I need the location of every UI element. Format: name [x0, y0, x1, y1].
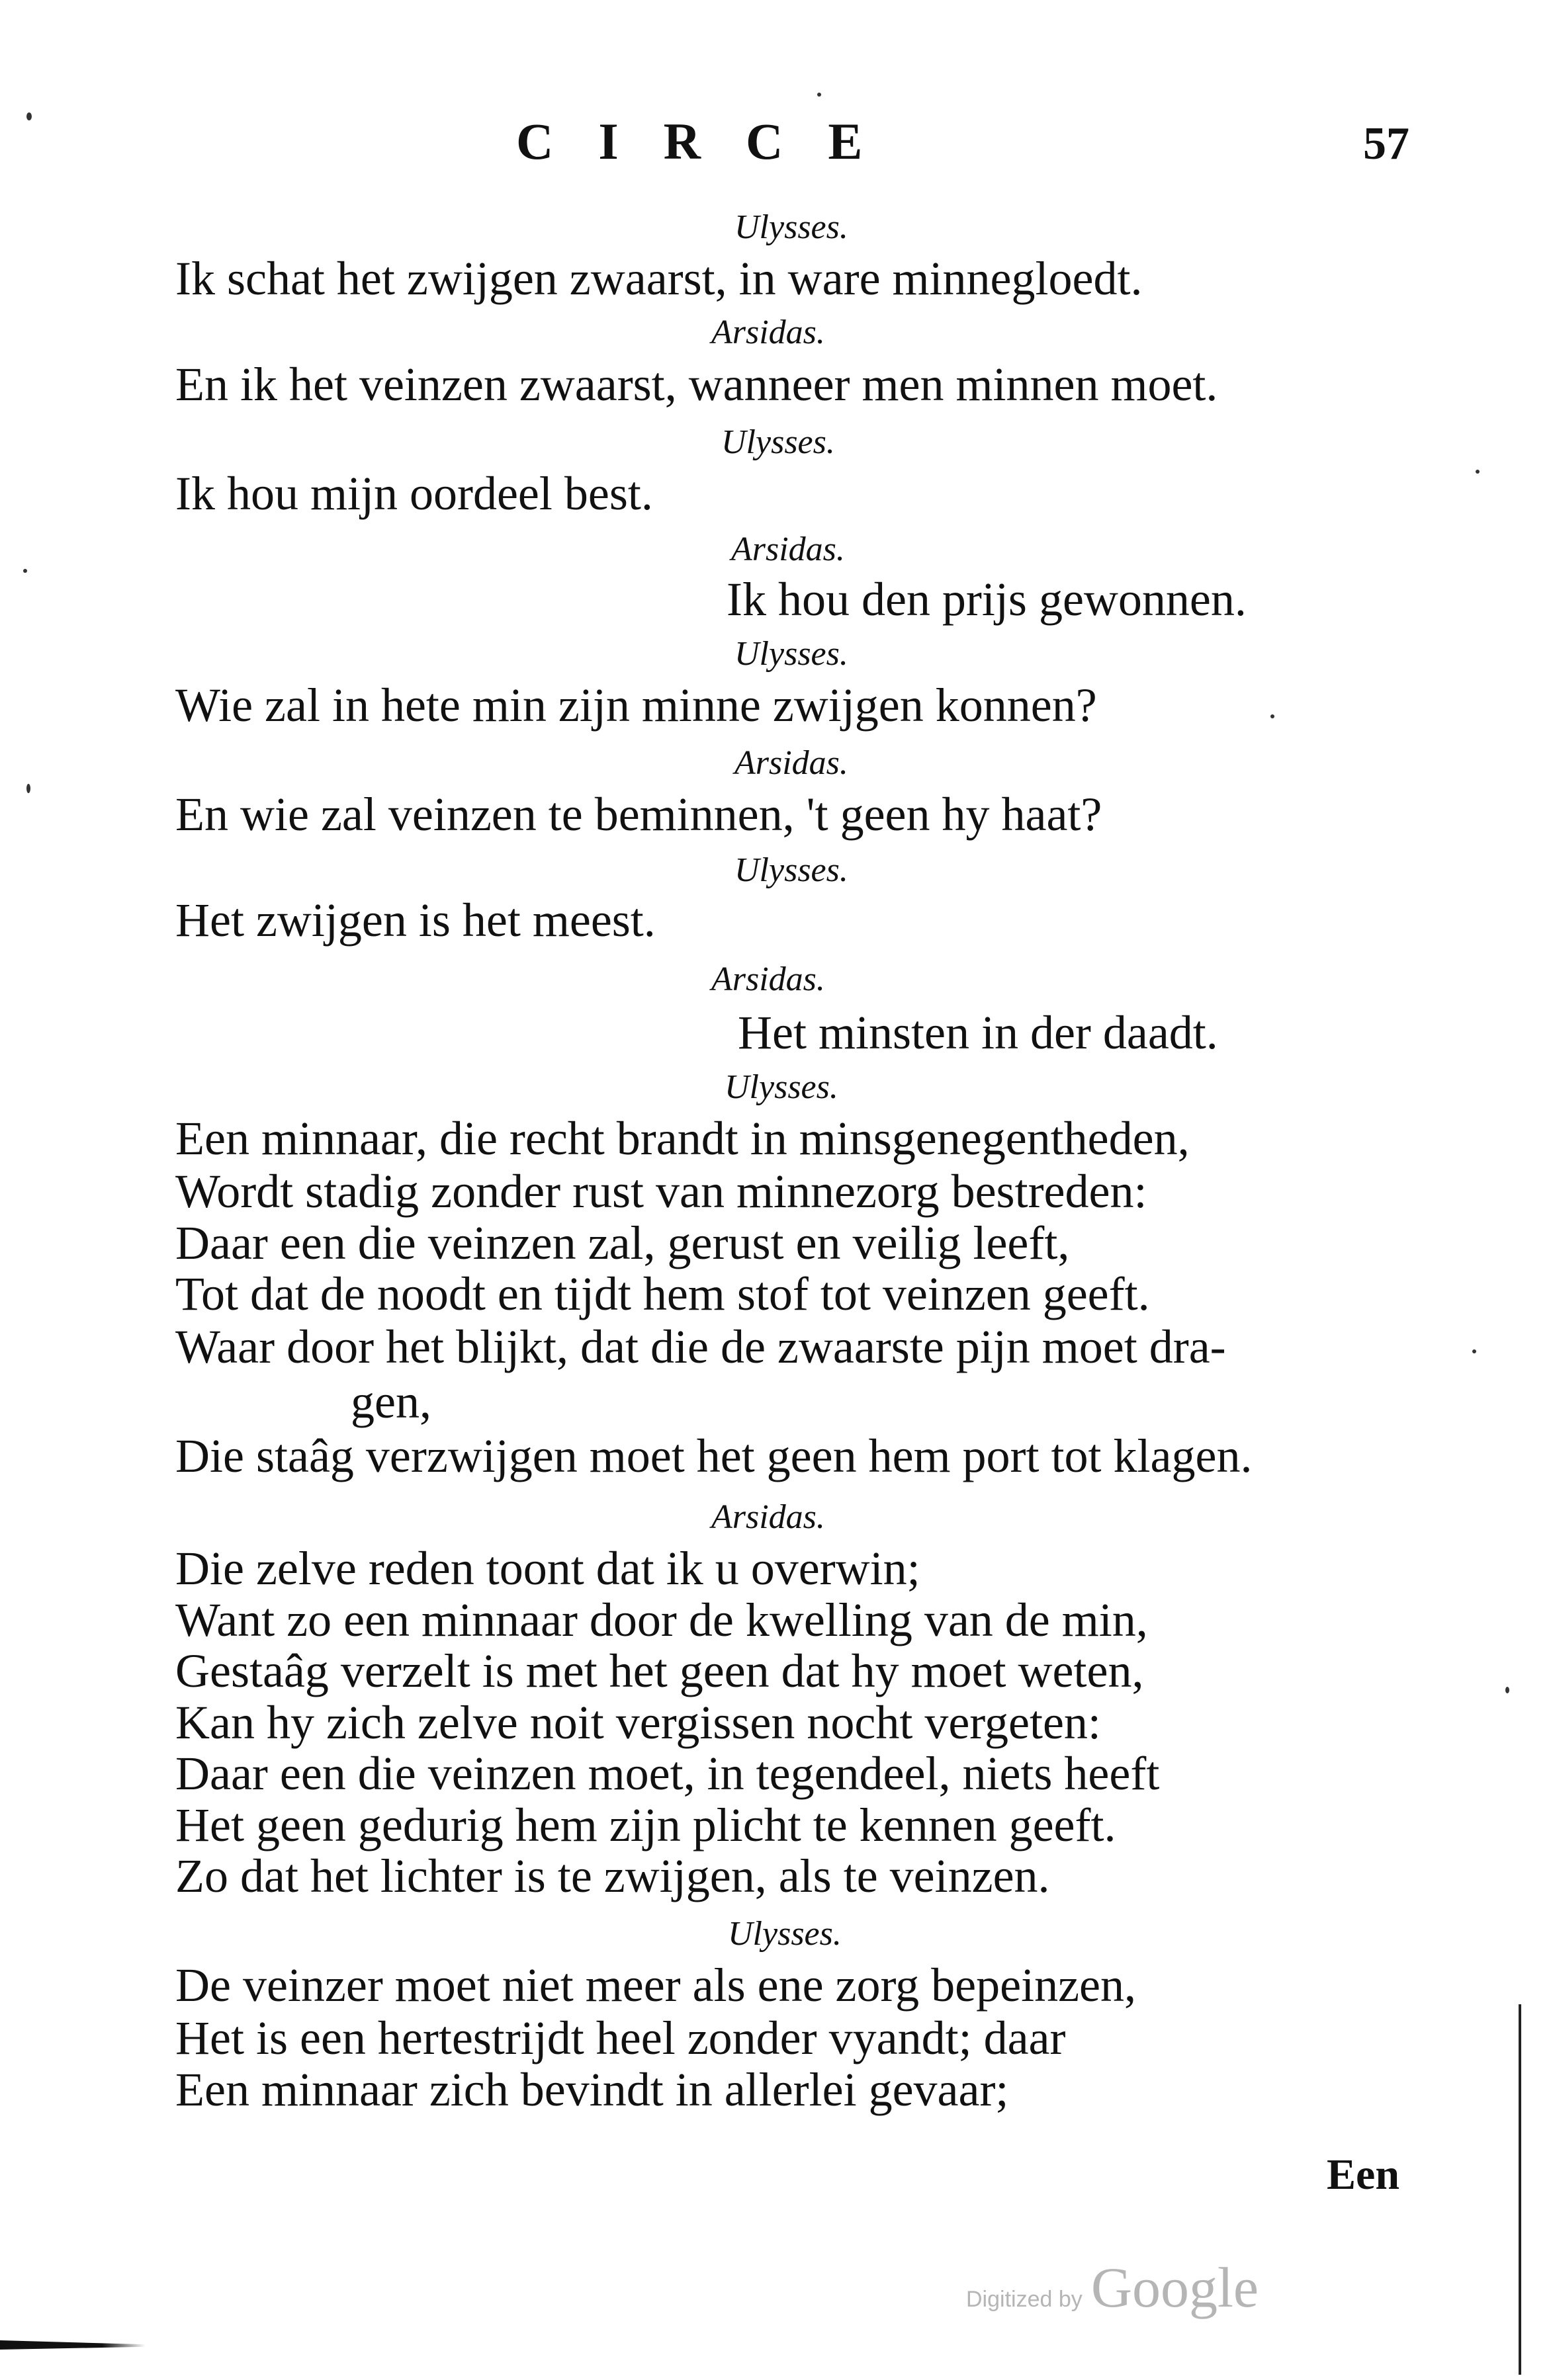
- verse-line: Een minnaar zich bevindt in allerlei gevaar;: [175, 2063, 1009, 2116]
- scan-edge-bottom: [0, 2340, 146, 2350]
- verse-line: Daar een die veinzen zal, gerust en veilig leeft,: [175, 1216, 1070, 1269]
- speaker-label: Ulysses.: [725, 1068, 838, 1106]
- google-logo: Google: [1090, 2256, 1259, 2319]
- catchword: Een: [1327, 2150, 1400, 2199]
- verse-line: Gestaâg verzelt is met het geen dat hy moet weten,: [175, 1644, 1144, 1697]
- speaker-label: Ulysses.: [734, 208, 848, 246]
- scan-speck: [26, 784, 30, 793]
- verse-line: Ik hou den prijs gewonnen.: [727, 573, 1247, 626]
- scan-speck: [1472, 1349, 1476, 1353]
- verse-line: Want zo een minnaar door de kwelling van de min,: [175, 1594, 1148, 1646]
- verse-line: Ik schat het zwijgen zwaarst, in ware minnegloedt.: [175, 252, 1143, 305]
- scan-speck: [26, 112, 32, 120]
- verse-line: Daar een die veinzen moet, in tegendeel, niets heeft: [175, 1747, 1160, 1800]
- verse-line: En wie zal veinzen te beminnen, 't geen hy haat?: [175, 788, 1102, 841]
- verse-line: En ik het veinzen zwaarst, wanneer men minnen moet.: [175, 358, 1218, 411]
- scan-edge-right: [1519, 2004, 1521, 2375]
- verse-line: Wordt stadig zonder rust van minnezorg bestreden:: [175, 1165, 1147, 1218]
- page-number: 57: [1363, 118, 1409, 169]
- verse-line: Het geen gedurig hem zijn plicht te kennen geeft.: [175, 1799, 1116, 1851]
- verse-line: Ik hou mijn oordeel best.: [175, 467, 653, 520]
- verse-line: Kan hy zich zelve noit vergissen nocht vergeten:: [175, 1696, 1101, 1749]
- watermark-prefix: Digitized by: [966, 2287, 1083, 2312]
- verse-line: De veinzer moet niet meer als ene zorg bepeinzen,: [175, 1959, 1136, 2012]
- speaker-label: Arsidas.: [711, 314, 825, 351]
- verse-line: Wie zal in hete min zijn minne zwijgen konnen?: [175, 679, 1097, 732]
- speaker-label: Ulysses.: [734, 851, 848, 889]
- speaker-label: Arsidas.: [711, 1498, 825, 1536]
- scan-speck: [1270, 714, 1274, 718]
- scan-speck: [1505, 1687, 1509, 1693]
- speaker-label: Arsidas.: [711, 960, 825, 998]
- scan-speck: [1476, 470, 1480, 474]
- verse-line: Het is een hertestrijdt heel zonder vyandt; daar: [175, 2012, 1066, 2064]
- speaker-label: Ulysses.: [721, 423, 835, 461]
- verse-line: Waar door het blijkt, dat die de zwaarste pijn moet dra-: [175, 1320, 1226, 1373]
- speaker-label: Ulysses.: [734, 635, 848, 673]
- verse-line: Zo dat het lichter is te zwijgen, als te veinzen.: [175, 1849, 1050, 1902]
- verse-line: Een minnaar, die recht brandt in minsgenegentheden,: [175, 1112, 1190, 1165]
- verse-line: gen,: [351, 1375, 431, 1428]
- scan-speck: [817, 93, 821, 97]
- speaker-label: Arsidas.: [731, 531, 845, 568]
- verse-line: Tot dat de noodt en tijdt hem stof tot veinzen geeft.: [175, 1267, 1150, 1320]
- speaker-label: Ulysses.: [728, 1915, 842, 1953]
- running-head: CIRCE: [516, 112, 908, 170]
- verse-line: Het minsten in der daadt.: [738, 1006, 1218, 1059]
- verse-line: Het zwijgen is het meest.: [175, 894, 656, 947]
- verse-line: Die zelve reden toont dat ik u overwin;: [175, 1542, 920, 1595]
- verse-line: Die staâg verzwijgen moet het geen hem port tot klagen.: [175, 1429, 1253, 1482]
- digitized-watermark: [966, 2256, 1259, 2319]
- speaker-label: Arsidas.: [734, 744, 848, 782]
- scan-speck: [23, 569, 27, 573]
